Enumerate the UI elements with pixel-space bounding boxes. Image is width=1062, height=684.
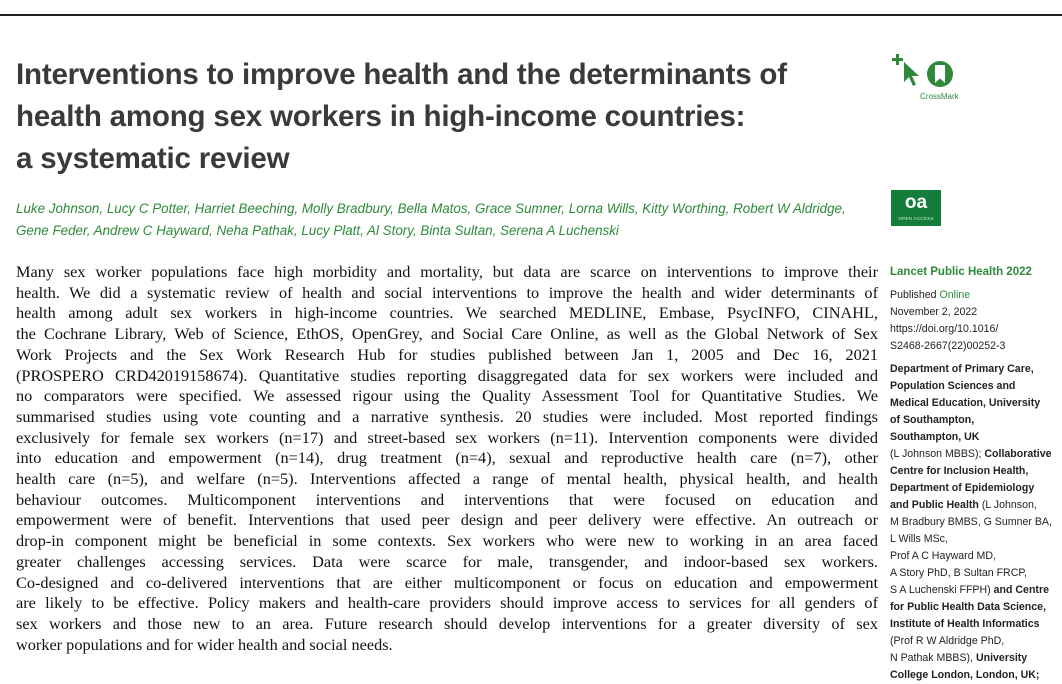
top-rule <box>0 14 1062 16</box>
affiliation-line <box>890 650 1060 667</box>
crossmark-plus <box>892 54 903 65</box>
aff-people: N Pathak MBBS), <box>890 652 976 664</box>
affiliation-line: College London, London, UK; <box>890 669 1040 681</box>
affiliation-line: of Southampton, <box>890 414 975 426</box>
title-line: a systematic review <box>16 142 290 175</box>
affiliation-line <box>890 446 1060 463</box>
abstract-line: drop-in component might be beneficial in some contexts. Sex workers who were new to working in an area faced <box>16 531 878 551</box>
affiliation-line: for Public Health Data Science, <box>890 601 1047 613</box>
abstract-line: are likely to be effective. Policy makers and health-care providers should improve access to services for all genders of <box>16 593 878 613</box>
aff-institution: and Centre <box>993 584 1049 596</box>
affiliation-line: (Prof R W Aldridge PhD, <box>890 635 1005 647</box>
affiliations <box>890 361 1060 684</box>
oa-badge-sub: OPEN ACCESS <box>898 216 934 221</box>
author-line: Luke Johnson, Lucy C Potter, Harriet Beeching, Molly Bradbury, Bella Matos, Grace Sumner, Lorna Wills, Kitty Worthing, Robert W Aldridge, <box>16 201 846 216</box>
affiliation-line <box>890 497 1060 514</box>
affiliation-line: Population Sciences and <box>890 380 1016 392</box>
abstract-line: empowerment were of benefit. Interventions that used peer design and peer delivery were effective. An outreach or <box>16 510 878 530</box>
abstract-line: exclusively for female sex workers (n=17) and street-based sex workers (n=11). Intervention components were divided <box>16 427 878 447</box>
abstract-line: no comparators were specified. We assessed rigour using the Quality Assessment Tool for Quantitative Studies. We <box>16 386 878 406</box>
title-line: Interventions to improve health and the determinants of <box>16 58 787 91</box>
abstract-line: Work Projects and the Sex Work Research Hub for studies published between Jan 1, 2005 and Dec 16, 2021 <box>16 344 878 364</box>
published-prefix: Published <box>890 289 940 301</box>
aff-people: (L Johnson MBBS); <box>890 448 985 460</box>
crossmark-label[interactable]: CrossMark <box>920 92 959 101</box>
abstract-line: health among adult sex workers in high-income countries. We searched MEDLINE, Embase, PsycINFO, CINAHL, <box>16 303 878 323</box>
abstract-line: Co-designed and co-delivered interventions that are either multicomponent or focus on education and empowerment <box>16 572 878 592</box>
doi-link-cont[interactable]: S2468-2667(22)00252-3 <box>890 340 1006 352</box>
aff-people: S A Luchenski FFPH) <box>890 584 994 596</box>
abstract-line: behaviour outcomes. Multicomponent interventions and interventions that were focused on education and <box>16 489 878 509</box>
author-line: Gene Feder, Andrew C Hayward, Neha Pathak, Lucy Platt, Al Story, Binta Sultan, Serena A Luchenski <box>16 223 619 238</box>
aff-institution: Collaborative <box>984 448 1052 460</box>
aff-institution: and Public Health <box>890 499 979 511</box>
affiliation-line: Medical Education, University <box>890 397 1041 409</box>
affiliation-line: L Wills MSc, <box>890 533 948 545</box>
open-access-badge <box>891 190 941 226</box>
affiliation-line: Institute of Health Informatics <box>890 618 1040 630</box>
title-line: health among sex workers in high-income countries: <box>16 100 746 133</box>
author-list <box>16 198 876 242</box>
article-title <box>16 54 856 180</box>
abstract-line: the Cochrane Library, Web of Science, EthOS, OpenGrey, and Social Care Online, as well as the Global Network of Sex <box>16 324 878 344</box>
oa-badge-main: oa <box>904 192 928 213</box>
aff-people: (L Johnson, <box>978 499 1037 511</box>
affiliation-line: Department of Primary Care, <box>890 363 1034 375</box>
published-date: November 2, 2022 <box>890 306 978 318</box>
affiliation-line: Southampton, UK <box>890 431 980 443</box>
affiliation-line: M Bradbury BMBS, G Sumner BA, <box>890 516 1052 528</box>
affiliation-line: Prof A C Hayward MD, <box>890 550 996 562</box>
aff-institution: University <box>975 652 1028 664</box>
journal-name: Lancet Public Health 2022 <box>890 266 1032 278</box>
crossmark-cursor <box>904 62 919 86</box>
abstract-line: worker populations and for wider health and social needs. <box>16 634 393 654</box>
doi-link[interactable]: https://doi.org/10.1016/ <box>890 323 999 335</box>
abstract <box>16 262 878 655</box>
abstract-line: greater challenges accessing services. Data were scarce for male, transgender, and indoor-based sex workers. <box>16 551 878 571</box>
abstract-line: sex workers and those new to an area. Future research should develop interventions for a greater diversity of sex <box>16 613 878 633</box>
abstract-line: (PROSPERO CRD42019158674). Quantitative studies reporting disaggregated data for sex workers were included and <box>16 365 878 385</box>
published-online: Online <box>939 289 971 301</box>
abstract-line: into education and empowerment (n=14), drug treatment (n=4), sexual and reproductive health care (n=7), other <box>16 448 878 468</box>
affiliation-line: A Story PhD, B Sultan FRCP, <box>890 567 1027 579</box>
abstract-line: health care (n=5), and welfare (n=5). Interventions affected a range of mental health, physical health, and health <box>16 469 878 489</box>
affiliation-line: Department of Epidemiology <box>890 482 1035 494</box>
published-line <box>890 287 1060 304</box>
affiliation-line: Centre for Inclusion Health, <box>890 465 1029 477</box>
abstract-line: health. We did a systematic review of health and social interventions to improve the health and wider determinants of <box>16 282 878 302</box>
affiliation-line <box>890 582 1060 599</box>
sidebar <box>890 264 1060 684</box>
abstract-line: Many sex worker populations face high morbidity and mortality, but data are scarce on interventions to improve their <box>16 262 878 281</box>
abstract-line: summarised studies using vote counting and a narrative synthesis. 20 studies were included. Most reported findings <box>16 406 878 426</box>
